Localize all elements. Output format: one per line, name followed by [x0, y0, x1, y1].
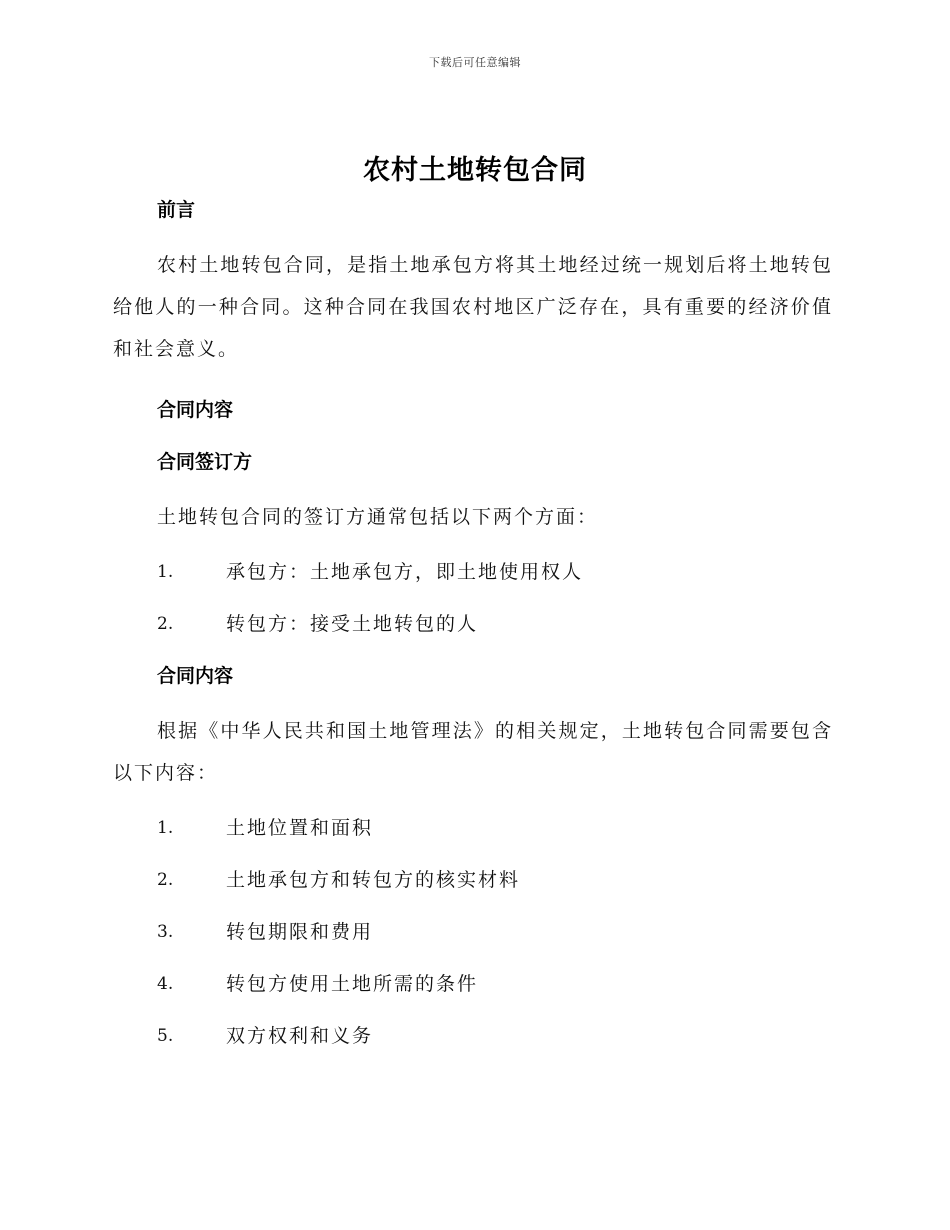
list-item-text: 转包期限和费用 [226, 921, 374, 943]
preface-heading: 前言 [157, 199, 196, 221]
list-item-number: 1. [157, 562, 174, 582]
content-heading: 合同内容 [157, 665, 234, 687]
document-title: 农村土地转包合同 [363, 155, 587, 186]
parties-list [113, 554, 833, 642]
list-item-text: 双方权利和义务 [226, 1025, 374, 1047]
list-item-number: 1. [157, 818, 174, 838]
list-item [113, 966, 833, 1002]
preface-paragraph: 农村土地转包合同，是指土地承包方将其土地经过统一规划后将土地转包给他人的一种合同。这种合同在我国农村地区广泛存在，具有重要的经济价值和社会意义。 [113, 254, 833, 360]
list-item [113, 914, 833, 950]
list-item-text: 转包方：接受土地转包的人 [226, 613, 479, 635]
list-item [113, 606, 833, 642]
list-item-number: 3. [157, 922, 174, 942]
list-item [113, 554, 833, 590]
list-item-text: 土地承包方和转包方的核实材料 [226, 869, 521, 891]
document-body [113, 192, 833, 1054]
list-item-text: 转包方使用土地所需的条件 [226, 973, 479, 995]
list-item-number: 2. [157, 870, 174, 890]
parties-heading: 合同签订方 [157, 451, 253, 473]
page-header-note: 下载后可任意编辑 [429, 56, 521, 69]
parties-intro: 土地转包合同的签订方通常包括以下两个方面： [157, 506, 599, 528]
content-intro: 根据《中华人民共和国土地管理法》的相关规定，土地转包合同需要包含以下内容： [113, 720, 833, 784]
list-item [113, 810, 833, 846]
list-item-number: 5. [157, 1026, 174, 1046]
contract-content-heading: 合同内容 [157, 399, 234, 421]
list-item-text: 承包方：土地承包方，即土地使用权人 [226, 561, 584, 583]
list-item-text: 土地位置和面积 [226, 817, 374, 839]
content-list [113, 810, 833, 1054]
list-item-number: 4. [157, 974, 174, 994]
list-item-number: 2. [157, 614, 174, 634]
list-item [113, 1018, 833, 1054]
list-item [113, 862, 833, 898]
